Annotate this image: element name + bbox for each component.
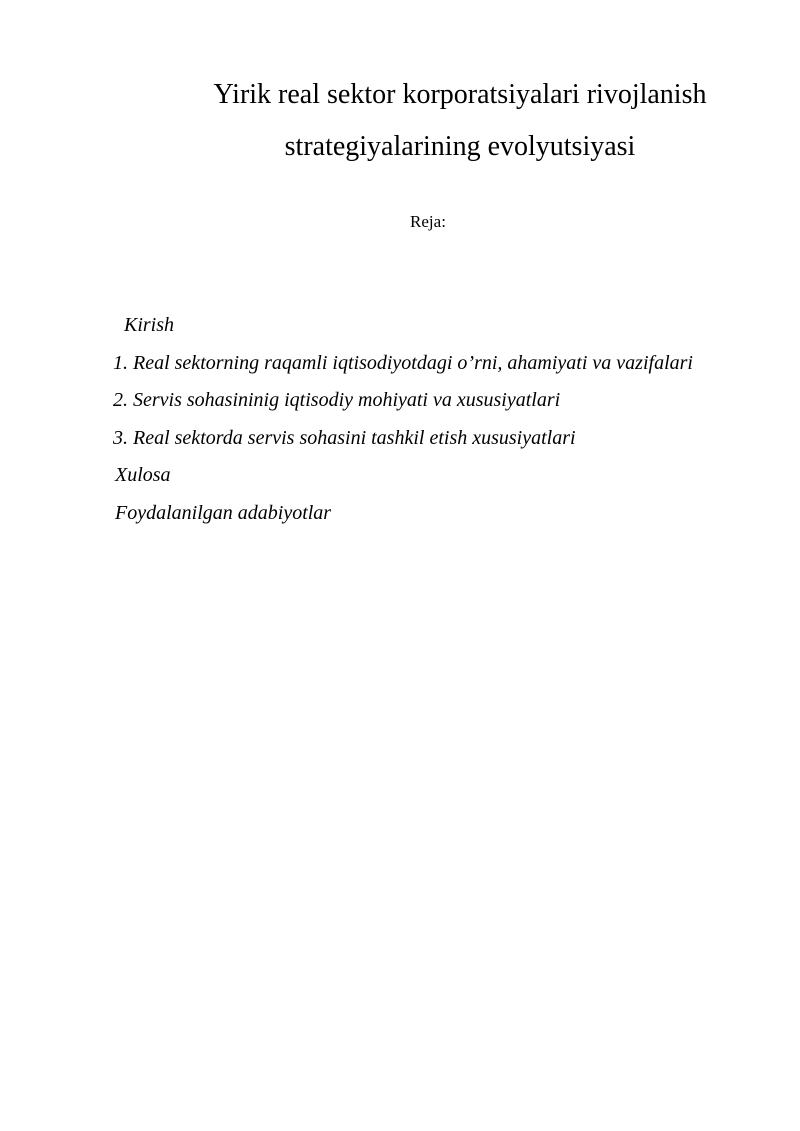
toc-item-introduction: Kirish bbox=[124, 314, 175, 336]
toc-item-conclusion: Xulosa bbox=[115, 464, 171, 486]
toc-item-chapter-1: 1. Real sektorning raqamli iqtisodiyotdagi o’rni, ahamiyati va vazifalari bbox=[113, 351, 693, 374]
table-of-contents bbox=[0, 307, 800, 532]
document-title bbox=[160, 69, 760, 173]
toc-item-references: Foydalanilgan adabiyotlar bbox=[115, 501, 332, 524]
title-line-1: Yirik real sektor korporatsiyalari rivojlanish bbox=[213, 79, 707, 110]
title-line-2: strategiyalarining evolyutsiyasi bbox=[284, 131, 636, 162]
toc-item-chapter-3: 3. Real sektorda servis sohasini tashkil etish xususiyatlari bbox=[113, 426, 576, 449]
toc-item-chapter-2: 2. Servis sohasininig iqtisodiy mohiyati va xususiyatlari bbox=[113, 389, 561, 411]
plan-heading: Reja: bbox=[410, 212, 446, 231]
